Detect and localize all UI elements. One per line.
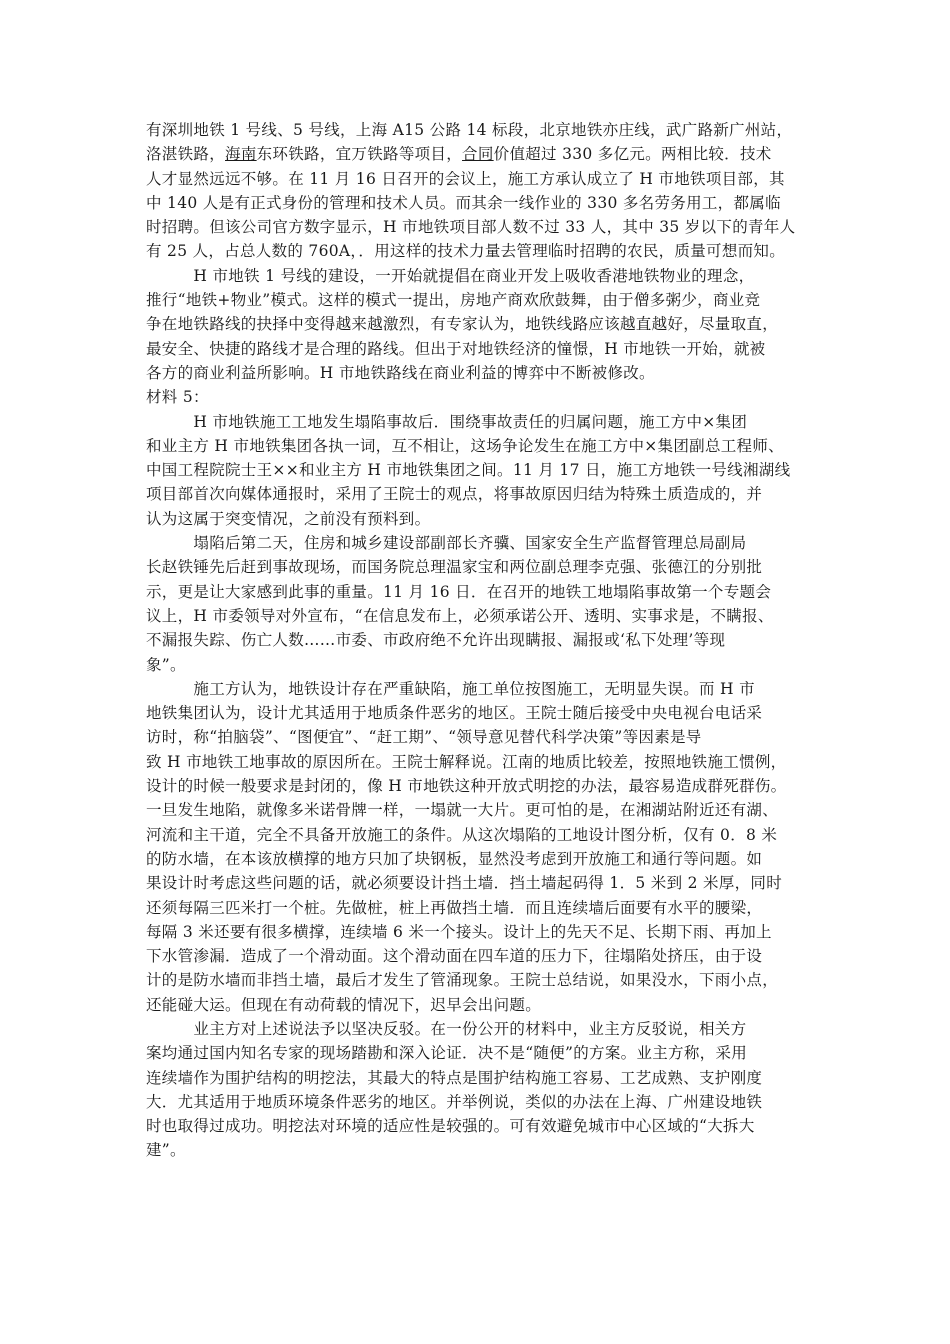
text-segment: 各方的商业利益所影响。H 市地铁路线在商业利益的博弈中不断被修改。 — [146, 363, 655, 382]
text-line — [146, 142, 816, 166]
text-segment: 和业主方 H 市地铁集团各执一词，互不相让，这场争论发生在施工方中×集团副总工程师、 — [146, 436, 784, 455]
text-segment: 中 140 人是有正式身份的管理和技术人员。而其余一线作业的 330 多名劳务用工，都属临 — [146, 193, 781, 212]
text-line — [146, 1090, 816, 1114]
text-line — [146, 312, 816, 336]
text-segment: 地铁集团认为，设计尤其适用于地质条件恶劣的地区。王院士随后接受中央电视台电话采 — [146, 704, 763, 723]
text-segment: 河流和主干道，完全不具备开放施工的条件。从这次塌陷的工地设计图分析，仅有 0．8 米 — [146, 825, 778, 844]
text-line — [146, 239, 816, 263]
text-segment: 大．尤其适用于地质环境条件恶劣的地区。并举例说，类似的办法在上海、广州建设地铁 — [146, 1092, 763, 1111]
text-line — [146, 361, 816, 385]
text-line — [146, 1041, 816, 1065]
text-segment: 示，更是让大家感到此事的重量。11 月 16 日．在召开的地铁工地塌陷事故第一个专题会 — [146, 582, 772, 601]
text-line — [146, 871, 816, 895]
text-segment: 东环铁路，宜万铁路等项目， — [256, 145, 463, 164]
text-segment: 时招聘。但该公司官方数字显示，H 市地铁项目部人数不过 33 人，其中 35 岁以下的青年人 — [146, 218, 796, 237]
text-segment: 果设计时考虑这些问题的话，就必须要设计挡土墙．挡土墙起码得 1．5 米到 2 米厚，同时 — [146, 874, 782, 893]
inline-link[interactable]: 海南 — [225, 145, 257, 164]
text-segment: 价值超过 330 多亿元。两相比较．技术 — [493, 145, 772, 164]
text-segment: 访时，称“拍脑袋”、“图便宜”、“赶工期”、“领导意见替代科学决策”等因素是导 — [146, 728, 702, 747]
text-segment: 致 H 市地铁工地事故的原因所在。王院士解释说。江南的地质比较差，按照地铁施工惯例， — [146, 752, 787, 771]
text-line — [146, 337, 816, 361]
text-line — [146, 798, 816, 822]
text-line — [146, 264, 816, 288]
text-line — [146, 774, 816, 798]
text-line — [146, 653, 816, 677]
text-segment: 连续墙作为围护结构的明挖法，其最大的特点是围护结构施工容易、工艺成熟、支护刚度 — [146, 1068, 763, 1087]
text-segment: 下水管渗漏．造成了一个滑动面。这个滑动面在四车道的压力下，往塌陷处挤压，由于设 — [146, 947, 763, 966]
text-segment: 最安全、快捷的路线才是合理的路线。但出于对地铁经济的憧憬，H 市地铁一开始，就被 — [146, 339, 766, 358]
text-line — [146, 993, 816, 1017]
text-segment: 业主方对上述说法予以坚决反驳。在一份公开的材料中，业主方反驳说，相关方 — [146, 1019, 747, 1038]
text-segment: 的防水墙，在本该放横撑的地方只加了块钢板，显然没考虑到开放施工和通行等问题。如 — [146, 849, 763, 868]
text-segment: 设计的时候一般要求是封闭的，像 H 市地铁这种开放式明挖的办法，最容易造成群死群伤。 — [146, 777, 787, 796]
text-line — [146, 215, 816, 239]
text-segment: 时也取得过成功。明挖法对环境的适应性是较强的。可有效避免城市中心区域的“大拆大 — [146, 1117, 755, 1136]
text-line — [146, 482, 816, 506]
text-line — [146, 118, 816, 142]
text-segment: 认为这属于突变情况，之前没有预料到。 — [146, 509, 431, 528]
text-segment: 还须每隔三匹米打一个桩。先做桩，桩上再做挡土墙．而且连续墙后面要有水平的腰梁， — [146, 898, 763, 917]
text-segment: 材料 5： — [146, 388, 209, 407]
text-segment: 不漏报失踪、伤亡人数……市委、市政府绝不允许出现瞒报、漏报或‘私下处理’等现 — [146, 631, 726, 650]
text-segment: 推行“地铁+物业”模式。这样的模式一提出，房地产商欢欣鼓舞，由于僧多粥少，商业竞 — [146, 291, 761, 310]
text-segment: 每隔 3 米还要有很多横撑，连续墙 6 米一个接头。设计上的先天不足、长期下雨、再加上 — [146, 922, 772, 941]
text-line — [146, 920, 816, 944]
text-segment: 象”。 — [146, 655, 186, 674]
text-line — [146, 725, 816, 749]
text-line — [146, 944, 816, 968]
text-line — [146, 628, 816, 652]
text-segment: H 市地铁施工工地发生塌陷事故后．围绕事故责任的归属问题，施工方中×集团 — [146, 412, 748, 431]
text-segment: 项目部首次向媒体通报时，采用了王院士的观点，将事故原因归结为特殊土质造成的，并 — [146, 485, 763, 504]
text-line — [146, 604, 816, 628]
text-line — [146, 410, 816, 434]
text-segment: 还能碰大运。但现在有动荷载的情况下，迟早会出问题。 — [146, 995, 542, 1014]
text-line — [146, 750, 816, 774]
text-line — [146, 847, 816, 871]
text-line — [146, 434, 816, 458]
text-segment: 有深圳地铁 1 号线、5 号线，上海 A15 公路 14 标段，北京地铁亦庄线，武广路新广州站， — [146, 121, 793, 139]
text-line — [146, 458, 816, 482]
text-line — [146, 896, 816, 920]
text-segment: 有 25 人，占总人数的 760A，．用这样的技术力量去管理临时招聘的农民，质量可想而知。 — [146, 242, 786, 261]
text-line — [146, 677, 816, 701]
text-line — [146, 385, 816, 409]
text-line — [146, 555, 816, 579]
text-line — [146, 288, 816, 312]
text-segment: 人才显然远远不够。在 11 月 16 日召开的会议上，施工方承认成立了 H 市地铁项目部，其 — [146, 169, 785, 188]
document-body — [146, 118, 816, 1163]
text-segment: 案均通过国内知名专家的现场踏勘和深入论证．决不是“随便”的方案。业主方称，采用 — [146, 1044, 748, 1063]
text-segment: 建”。 — [146, 1141, 186, 1160]
text-segment: 施工方认为，地铁设计存在严重缺陷，施工单位按图施工，无明显失误。而 H 市 — [146, 679, 755, 698]
text-line — [146, 1017, 816, 1041]
text-segment: 洛湛铁路， — [146, 145, 226, 164]
text-segment: 长赵铁锤先后赶到事故现场，而国务院总理温家宝和两位副总理李克强、张德江的分别批 — [146, 558, 763, 577]
text-line — [146, 191, 816, 215]
text-segment: 争在地铁路线的抉择中变得越来越激烈，有专家认为，地铁线路应该越直越好，尽量取直， — [146, 315, 779, 334]
text-line — [146, 1138, 816, 1162]
text-segment: 塌陷后第二天，住房和城乡建设部副部长齐骥、国家安全生产监督管理总局副局 — [146, 534, 747, 553]
text-segment: 议上，H 市委领导对外宣布，“在信息发布上，必须承诺公开、透明、实事求是，不瞒报、 — [146, 606, 774, 625]
text-line — [146, 531, 816, 555]
text-segment: 一旦发生地陷，就像多米诺骨牌一样，一塌就一大片。更可怕的是，在湘湖站附近还有湖、 — [146, 801, 779, 820]
text-line — [146, 167, 816, 191]
text-line — [146, 823, 816, 847]
text-line — [146, 968, 816, 992]
text-segment: H 市地铁 1 号线的建设，一开始就提倡在商业开发上吸收香港地铁物业的理念， — [146, 266, 755, 285]
text-line — [146, 701, 816, 725]
text-line — [146, 580, 816, 604]
text-segment: 计的是防水墙而非挡土墙，最后才发生了管涌现象。王院士总结说，如果没水，下雨小点， — [146, 971, 779, 990]
inline-link[interactable]: 合同 — [462, 145, 494, 164]
text-line — [146, 1114, 816, 1138]
text-segment: 中国工程院院士王××和业主方 H 市地铁集团之间。11 月 17 日，施工方地铁一号线湘湖线 — [146, 461, 791, 480]
text-line — [146, 507, 816, 531]
text-line — [146, 1066, 816, 1090]
